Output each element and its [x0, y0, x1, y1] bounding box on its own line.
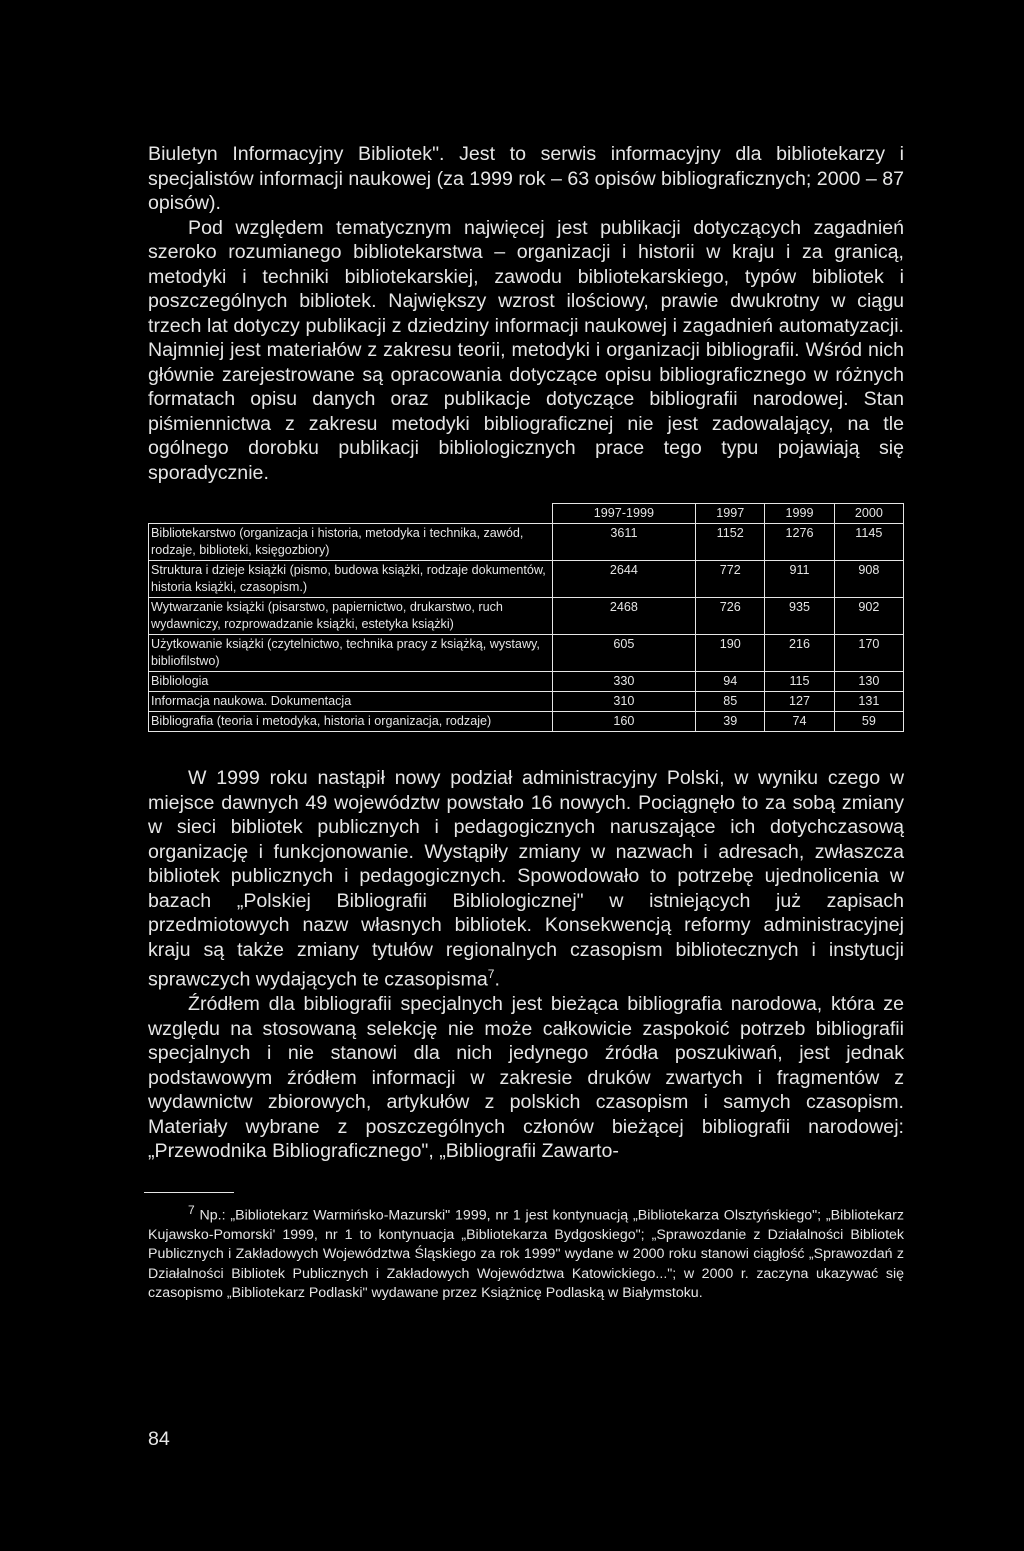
- page-number: 84: [148, 1428, 170, 1450]
- row-value: 94: [696, 672, 765, 692]
- row-value: 59: [834, 712, 903, 732]
- row-value: 935: [765, 598, 834, 635]
- row-value: 1145: [834, 524, 903, 561]
- row-value: 170: [834, 635, 903, 672]
- page-content: [148, 142, 904, 1304]
- row-value: 1152: [696, 524, 765, 561]
- row-label: Bibliotekarstwo (organizacja i historia, metodyka i technika, zawód, rodzaje, biblioteki, księgozbiory): [149, 524, 553, 561]
- row-value: 131: [834, 692, 903, 712]
- row-value: 74: [765, 712, 834, 732]
- row-label: Użytkowanie książki (czytelnictwo, technika pracy z książką, wystawy, bibliofilstwo): [149, 635, 553, 672]
- table-row: [149, 598, 904, 635]
- footnote-text: Np.: „Bibliotekarz Warmińsko-Mazurski" 1999, nr 1 jest kontynuacją „Bibliotekarza Olsztyńskiego"; „Bibliotekarz Kujawsko-Pomorski' 1999, nr 1 to kontynuacja „Bibliotekarza Bydgoskiego"; „Sprawozdanie z Działalności Bibliotek Publicznych i Zakładowych Województwa Śląskiego za rok 1999" wydane w 2000 roku stanowi ciągłość „Sprawozdań z Działalności Bibliotek Publicznych i Zakładowych Województwa Katowickiego..."; w 2000 r. zaczyna ukazywać się czasopismo „Bibliotekarz Podlaski" wydawane przez Książnicę Podlaską w Białymstoku.: [148, 1207, 904, 1302]
- paragraph-3: [148, 766, 904, 992]
- row-value: 216: [765, 635, 834, 672]
- row-value: 85: [696, 692, 765, 712]
- paragraph-4: Źródłem dla bibliografii specjalnych jest bieżąca bibliografia narodowa, która ze względu na stosowaną selekcję nie może całkowicie zaspokoić potrzeb bibliografii specjalnych i nie stanowi dla nich jedynego źródła poszukiwań, jest jednak podstawowym źródłem informacji w zakresie druków zwartych i fragmentów z wydawnictw zbiorowych, artykułów z polskich czasopism i samych czasopism. Materiały wybrane z poszczególnych członów bieżącej bibliografii narodowej: „Przewodnika Bibliograficznego", „Bibliografii Zawarto-: [148, 993, 904, 1163]
- row-label: Struktura i dzieje książki (pismo, budowa książki, rodzaje dokumentów, historia książki, czasopism.): [149, 561, 553, 598]
- row-value: 39: [696, 712, 765, 732]
- table-row: [149, 635, 904, 672]
- row-value: 130: [834, 672, 903, 692]
- row-value: 310: [552, 692, 695, 712]
- footnote-divider: [144, 1192, 234, 1193]
- table-header-corner: [149, 504, 553, 524]
- row-value: 2468: [552, 598, 695, 635]
- row-value: 2644: [552, 561, 695, 598]
- table-row: [149, 524, 904, 561]
- row-label: Bibliografia (teoria i metodyka, historia i organizacja, rodzaje): [149, 712, 553, 732]
- table-row: [149, 672, 904, 692]
- table-header-cell: 1997-1999: [552, 504, 695, 524]
- row-label: Wytwarzanie książki (pisarstwo, papiernictwo, drukarstwo, ruch wydawniczy, rozprowadzanie książki, estetyka książki): [149, 598, 553, 635]
- row-value: 160: [552, 712, 695, 732]
- table-row: [149, 692, 904, 712]
- paragraph-2: Pod względem tematycznym najwięcej jest publikacji dotyczących zagadnień szeroko rozumianego bibliotekarstwa – organizacji i historii w kraju i za granicą, metodyki i techniki bibliotekarskiej, zawodu bibliotekarskiego, typów bibliotek i poszczególnych bibliotek. Największy wzrost ilościowy, prawie dwukrotny w ciągu trzech lat dotyczy publikacji z dziedziny informacji naukowej i zagadnień automatyzacji. Najmniej jest materiałów z zakresu teorii, metodyki i organizacji bibliografii. Wśród nich głównie zarejestrowane są opracowania dotyczące opisu bibliograficznego w różnych formatach opisu danych oraz publikacje dotyczące bibliografii narodowej. Stan piśmiennictwa z zakresu metodyki bibliograficznej nie jest zadowalający, na tle ogólnego dorobku publikacji bibliologicznych prace tego typu pojawiają się sporadycznie.: [148, 216, 904, 484]
- paragraph-3-end: .: [494, 968, 500, 991]
- table-header-row: [149, 504, 904, 524]
- second-section: [148, 766, 904, 1164]
- table-row: [149, 712, 904, 732]
- footnote-number: 7: [188, 1202, 195, 1217]
- row-value: 605: [552, 635, 695, 672]
- row-value: 127: [765, 692, 834, 712]
- row-label: Informacja naukowa. Dokumentacja: [149, 692, 553, 712]
- footnote-reference: 7: [487, 967, 495, 981]
- row-value: 726: [696, 598, 765, 635]
- footnote: [148, 1201, 904, 1304]
- row-label: Bibliologia: [149, 672, 553, 692]
- row-value: 330: [552, 672, 695, 692]
- row-value: 190: [696, 635, 765, 672]
- table-header-cell: 1997: [696, 504, 765, 524]
- row-value: 115: [765, 672, 834, 692]
- statistics-table: [148, 503, 904, 732]
- row-value: 3611: [552, 524, 695, 561]
- row-value: 902: [834, 598, 903, 635]
- row-value: 1276: [765, 524, 834, 561]
- table-header-cell: 2000: [834, 504, 903, 524]
- row-value: 908: [834, 561, 903, 598]
- row-value: 772: [696, 561, 765, 598]
- table-header-cell: 1999: [765, 504, 834, 524]
- table-row: [149, 561, 904, 598]
- row-value: 911: [765, 561, 834, 598]
- paragraph-1: Biuletyn Informacyjny Bibliotek". Jest to serwis informacyjny dla bibliotekarzy i specjalistów informacji naukowej (za 1999 rok – 63 opisów bibliograficznych; 2000 – 87 opisów).: [148, 143, 904, 214]
- paragraph-3-text: W 1999 roku nastąpił nowy podział administracyjny Polski, w wyniku czego w miejsce dawnych 49 województw powstało 16 nowych. Pociągnęło to za sobą zmiany w sieci bibliotek publicznych i pedagogicznych naruszające ich dotychczasową organizację i funkcjonowanie. Wystąpiły zmiany w nazwach i adresach, zwłaszcza bibliotek publicznych i pedagogicznych. Spowodowało to potrzebę ujednolicenia w bazach „Polskiej Bibliografii Bibliologicznej" w istniejących już zapisach przedmiotowych nazw własnych bibliotek. Konsekwencją reformy administracyjnej kraju są także zmiany tytułów regionalnych czasopism bibliotecznych i instytucji sprawczych wydających te czasopisma: [148, 767, 904, 991]
